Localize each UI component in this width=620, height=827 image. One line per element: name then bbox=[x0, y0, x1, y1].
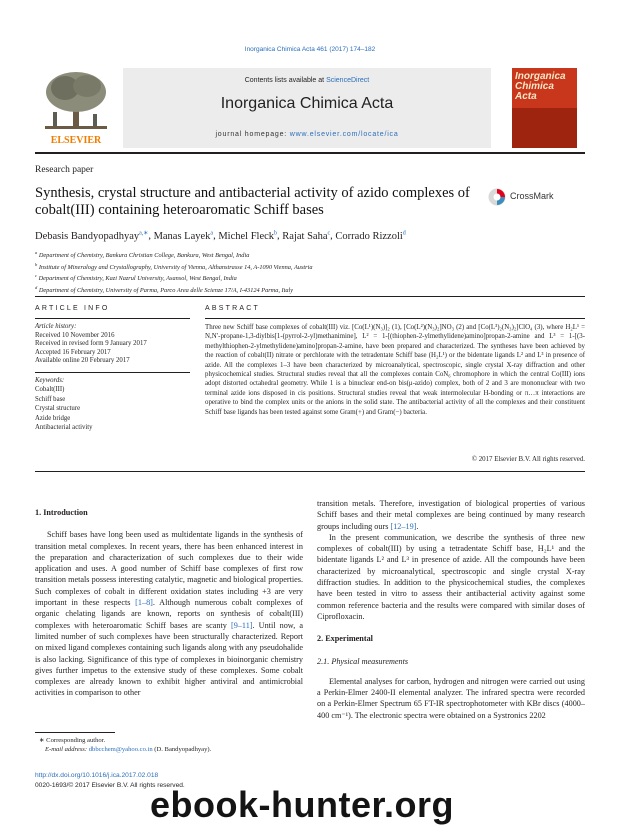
journal-citation[interactable]: Inorganica Chimica Acta 461 (2017) 174–182 bbox=[244, 46, 376, 53]
paragraph: Schiff bases have long been used as multidentate ligands in the synthesis of transition metal complexes. In recent years, there has been enhanced interest in the preparation and characterization of such complexes due to their wide application and uses. A good number of Schiff base complexes of first row transition metals possess interesting catalytic, magnetic and biological properties. Such complexes of cobalt in different oxidation states including +3 are very important in these respects [1–8]. Although numerous cobalt complexes of organic chelating ligands are known, reports on synthesis of cobalt(III) complexes with heteroaromatic Schiff bases are scanty [9–11]. Until now, a limited number of such complexes have been structurally characterized. Report on mixed ligand complexes containing such ligands along with any pseudohalide is also lacking. Significance of this type of complexes in bioinorganic chemistry gives further impetus to the extensive study of these complexes. Some cobalt complexes are already known to exhibit higher antiviral and antimicrobial activities in comparison to other bbox=[35, 530, 303, 698]
author[interactable]: Rajat Saha$^c$ bbox=[282, 230, 331, 242]
affiliation: $^c$ Department of Chemistry, Kazi Nazrul University, Asansol, West Bengal, India bbox=[35, 273, 237, 283]
citation-link[interactable]: [12–19] bbox=[390, 521, 417, 531]
abstract-text: Three new Schiff base complexes of cobalt(III) viz. [Co(L¹)(N₃)]₂ (1), [Co(L²)(N₃)₂]NO₃ (2) and [Co(L³)₂(N₃)₂]ClO₄ (3), where H₂L¹ = N,N′-propane-1,3-diylbis[1-(pyrrol-2-yl)methanimine], L² = 1-[(thiophen-2-ylmethylidene)amino]propan-2-amine and L³ = 1-[(3-methylthiophen-2-ylmethylidene)amino]propan-2-amine, have been prepared and characterized. The syntheses have been achieved by the reaction of cobalt(II) nitrate or perchlorate with the tetradentate Schiff base (H₂L¹) or the bidentate ligands L² and L³ in presence of azide. All the complexes 1–3 have been characterized by microanalytical, spectroscopic, single crystal X-ray diffraction and other physicochemical studies. Structural studies reveal that all the complexes contain CoN₆ chromophore in which the central Co(III) ions adopt distorted octahedral geometry. While 1 is a binuclear end-on bis(μ-azido) complex, both of 2 and 3 are mononuclear with two terminal azide ions disposed in cis positions. Structural studies reveal that weak intermolecular H-bonding or π…π interactions are operative to bind the complex units or the anions in the solid state. The antibacterial activity of all the complexes and their constituent Schiff base ligands has been tested against some Gram(+) and Gram(−) bacteria. bbox=[205, 324, 585, 416]
journal-title: Inorganica Chimica Acta bbox=[220, 95, 394, 112]
keyword: Azide bridge bbox=[35, 414, 71, 422]
affiliation: $^b$ Institute of Mineralogy and Crystallography, University of Vienna, Althanstrasse 14, A-1090 Vienna, Austria bbox=[35, 261, 313, 271]
abstract-rule-bottom bbox=[35, 471, 585, 472]
article-history: Article history: Received 10 November 2016 Received in revised form 9 January 2017 Accepted 16 February 2017 Available online 20 February 2017 bbox=[35, 323, 147, 365]
contents-line: Contents lists available at ScienceDirect bbox=[244, 77, 370, 84]
issn-line: 0020-1693/© 2017 Elsevier B.V. All rights reserved. bbox=[35, 782, 185, 789]
article-info-heading: ARTICLE INFO bbox=[35, 305, 110, 312]
paragraph: In the present communication, we describe the synthesis of three new complexes of cobalt(III) by using a tetradentate Schiff base, H₂L¹ and the bidentate ligands L² and L³ in presence of azide. All the compounds have been characterized by microanalytical, spectroscopic and single crystal X-ray diffraction studies. In addition to the physicochemical studies, the complexes have been tested in vitro to assess their antibacterial activity against some common reference bacteria and the results were compared with similar doses of Ciprofloxacin. bbox=[317, 532, 585, 621]
history-rule bbox=[35, 372, 190, 373]
author-list: Debasis Bandyopadhyay$^{a,∗}$, Manas Layek$^a$, Michel Fleck$^b$, Rajat Saha$^c$, Corrado Rizzoli$^d$ bbox=[35, 230, 406, 242]
watermark: ebook-hunter.org bbox=[150, 784, 454, 825]
paragraph: Elemental analyses for carbon, hydrogen and nitrogen were carried out using a Perkin-Elmer 2400-II elemental analyzer. The infrared spectra were recorded on a Perkin-Elmer Spectrum 65 FT-IR spectrophotometer with KBr discs (4000–400 cm⁻¹). The electronic spectra were obtained on a Systronics 2202 bbox=[317, 676, 585, 720]
crossmark-label: CrossMark bbox=[510, 191, 554, 201]
affiliations bbox=[35, 249, 585, 295]
copyright: © 2017 Elsevier B.V. All rights reserved. bbox=[471, 456, 585, 463]
section-heading: 2. Experimental bbox=[317, 634, 373, 644]
author[interactable]: Debasis Bandyopadhyay$^{a,∗}$ bbox=[35, 230, 149, 242]
info-rule-top bbox=[35, 296, 585, 297]
article-type: Research paper bbox=[35, 165, 94, 175]
cover-title: Inorganica Chimica Acta bbox=[515, 71, 566, 102]
body-right-column bbox=[317, 498, 585, 721]
keyword: Schiff base bbox=[35, 395, 66, 403]
paragraph: transition metals. Therefore, investigation of biological properties of various Schiff bases and their metal complexes are being continued by many research groups including ours [12–19]. bbox=[317, 499, 585, 531]
author[interactable]: Manas Layek$^a$ bbox=[153, 230, 214, 242]
body-left-column bbox=[35, 507, 303, 699]
header-rule bbox=[35, 152, 585, 154]
cover-band bbox=[512, 108, 577, 148]
keyword: Cobalt(III) bbox=[35, 386, 65, 394]
article-info-rule bbox=[35, 318, 190, 319]
crossmark-badge[interactable] bbox=[488, 188, 578, 208]
citation-link[interactable]: [1–8] bbox=[135, 598, 153, 608]
keyword: Antibacterial activity bbox=[35, 424, 93, 432]
author[interactable]: Michel Fleck$^b$ bbox=[218, 230, 278, 242]
journal-cover-thumbnail[interactable] bbox=[512, 68, 577, 148]
abstract-rule bbox=[205, 318, 585, 319]
section-heading: 1. Introduction bbox=[35, 508, 88, 517]
footnote-rule bbox=[35, 732, 115, 733]
author[interactable]: Corrado Rizzoli$^d$ bbox=[335, 230, 406, 242]
elsevier-wordmark: ELSEVIER bbox=[50, 135, 102, 146]
journal-homepage: journal homepage: www.elsevier.com/locate/ica bbox=[215, 131, 399, 138]
keyword: Crystal structure bbox=[35, 405, 81, 413]
keywords: Keywords: Cobalt(III) Schiff base Crystal structure Azide bridge Antibacterial activity bbox=[35, 376, 190, 432]
affiliation: $^a$ Department of Chemistry, Bankura Christian College, Bankura, West Bengal, India bbox=[35, 250, 250, 260]
email-link[interactable]: dbbcchem@yahoo.co.in bbox=[88, 746, 153, 753]
sciencedirect-link[interactable]: ScienceDirect bbox=[326, 77, 370, 84]
footnote: ∗ Corresponding author. E-mail address: dbbcchem@yahoo.co.in (D. Bandyopadhyay). bbox=[39, 737, 212, 753]
abstract-heading: ABSTRACT bbox=[205, 305, 260, 312]
homepage-link[interactable]: www.elsevier.com/locate/ica bbox=[289, 131, 399, 138]
doi-link[interactable]: http://dx.doi.org/10.1016/j.ica.2017.02.018 bbox=[35, 772, 159, 779]
article-title: Synthesis, crystal structure and antibacterial activity of azido complexes of cobalt(III) containing heteroaromatic Schiff bases bbox=[35, 185, 470, 218]
affiliation: $^d$ Department of Chemistry, University of Parma, Parco Area delle Scienze 17/A, I-43124 Parma, Italy bbox=[35, 284, 294, 294]
citation-link[interactable]: [9–11] bbox=[230, 620, 253, 630]
subsection-heading: 2.1. Physical measurements bbox=[317, 656, 409, 666]
crossmark-icon bbox=[488, 188, 506, 206]
